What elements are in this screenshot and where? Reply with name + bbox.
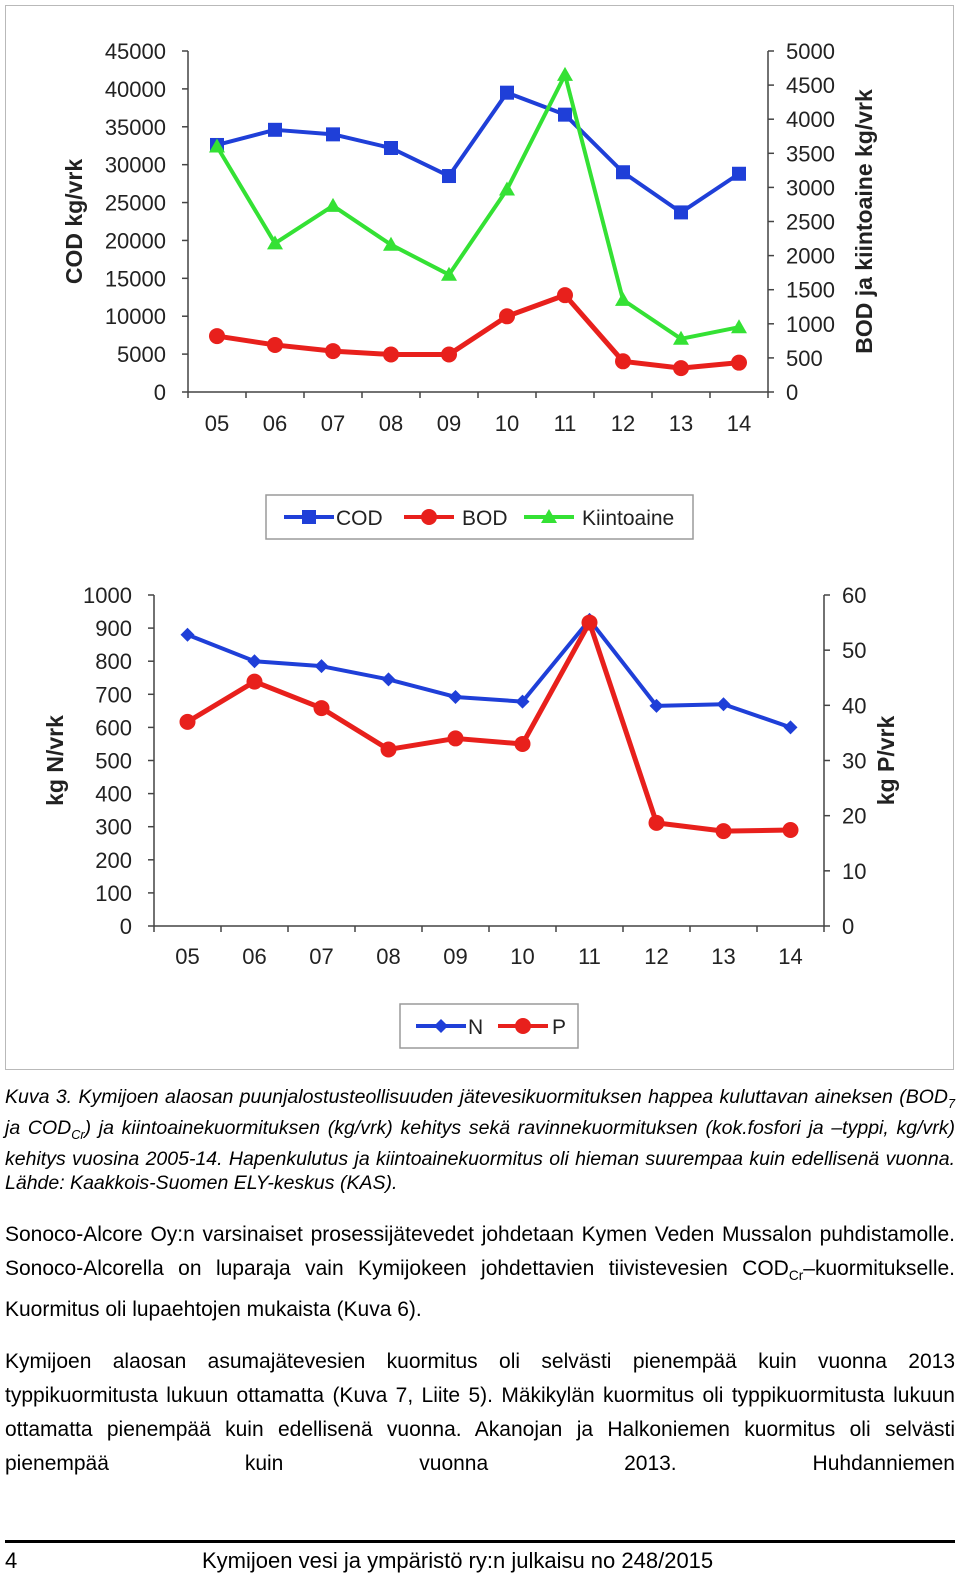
- chart2-x-tick-label: 05: [175, 944, 200, 969]
- chart1-series-cod-point: [268, 123, 282, 137]
- chart2-series-p-point: [783, 822, 799, 838]
- chart2-left-axis-title: kg N/vrk: [42, 715, 68, 806]
- chart1-right-tick-label: 1500: [786, 277, 835, 303]
- chart2-series-n-point: [181, 628, 195, 642]
- chart1-series-bod-point: [731, 355, 747, 371]
- paragraph-kymijoki: Kymijoen alaosan asumajätevesien kuormitus oli selvästi pienempää kuin vuonna 2013 typpikuormitusta lukuun ottamatta (Kuva 7, Liite 5). Mäkikylän kuormitus oli typpikuormitusta lukuun ottamatta pienempää kuin edellisenä vuonna. Akanojan ja Halkoniemen kuormitus oli selvästi pienempää kuin vuonna 2013. Huhdanniemen: [5, 1350, 955, 1475]
- caption-text-c: ) ja kiintoainekuormituksen (kg/vrk) kehitys sekä ravinnekuormituksen (kok.fosfori ja –typpi, kg/vrk) kehitys vuosina 2005-14. Hapenkulutus ja kiintoainekuormitus oli hieman suurempaa kuin edellisenä vuonna. Lähde: Kaakkois-Suomen ELY-keskus (KAS).: [5, 1116, 955, 1194]
- chart1-left-tick-label: 0: [153, 380, 166, 405]
- caption-sub-1: 7: [947, 1096, 955, 1111]
- chart2-left-tick-label: 900: [95, 616, 132, 642]
- chart1-series-bod-point: [557, 287, 573, 303]
- chart1-x-tick-label: 07: [320, 411, 346, 436]
- chart1-left-tick-label: 30000: [104, 152, 166, 178]
- charts-svg: [6, 6, 955, 1071]
- paragraph1-text-b: –kuormitukselle. Kuormitus oli lupaehtojen mukaista (Kuva 6).: [5, 1257, 955, 1322]
- chart2-series-n-point: [382, 672, 396, 686]
- chart1-left-tick-label: 5000: [117, 342, 166, 368]
- chart1-series-bod-point: [209, 328, 225, 344]
- caption-text-a: Kuva 3. Kymijoen alaosan puunjalostusteollisuuden jätevesikuormituksen happea kuluttavan aineksen (BOD: [5, 1086, 948, 1108]
- figure-frame: [5, 5, 954, 1070]
- chart1-right-tick-label: 2500: [786, 209, 835, 235]
- chart1-x-tick-label: 09: [436, 411, 462, 436]
- footer-rule: [5, 1540, 955, 1543]
- caption-text-b: ja COD: [5, 1116, 72, 1139]
- chart1-series-bod-point: [325, 343, 341, 359]
- chart1-series-cod-point: [674, 205, 688, 219]
- chart2-x-tick-label: 08: [376, 944, 401, 969]
- chart2-series-p-point: [247, 674, 263, 690]
- chart2-left-tick-label: 0: [119, 914, 132, 939]
- chart1-series-bod-point: [267, 337, 283, 353]
- chart2-left-tick-label: 700: [95, 682, 132, 708]
- chart1-series-kiintoaine-point: [557, 67, 573, 81]
- chart1-series-cod-point: [558, 108, 572, 122]
- chart1-series-cod-line: [217, 93, 739, 213]
- chart1-left-axis-title: COD kg/vrk: [61, 158, 87, 285]
- chart1-legend-bod-label: BOD: [462, 507, 508, 530]
- chart1-right-tick-label: 4000: [786, 107, 835, 133]
- chart1-x-tick-label: 05: [204, 411, 230, 436]
- chart2-right-axis-title: kg P/vrk: [873, 715, 899, 806]
- chart1-right-tick-label: 5000: [786, 39, 835, 64]
- chart2-series-p-point: [314, 700, 330, 716]
- chart1-left-tick-label: 45000: [104, 39, 166, 64]
- chart1-right-tick-label: 2000: [786, 243, 835, 269]
- chart1-x-tick-label: 08: [378, 411, 404, 436]
- chart1-series-kiintoaine-point: [499, 181, 515, 195]
- chart1-x-tick-label: 10: [494, 411, 520, 436]
- chart2-left-tick-label: 400: [95, 781, 132, 807]
- chart1-legend-kiintoaine-label: Kiintoaine: [582, 507, 675, 530]
- chart2-left-tick-label: 300: [95, 814, 132, 840]
- chart1-x-tick-label: 12: [610, 411, 636, 436]
- chart2-left-tick-label: 500: [95, 748, 132, 774]
- footer-page-number: 4: [5, 1548, 18, 1573]
- chart1-series-bod-point: [615, 353, 631, 369]
- chart2-left-tick-label: 600: [95, 715, 132, 741]
- chart1-series-kiintoaine-line: [217, 75, 739, 339]
- chart2-x-tick-label: 10: [510, 944, 535, 969]
- paragraph1-text-a: Sonoco-Alcore Oy:n varsinaiset prosessijätevedet johdetaan Kymen Veden Mussalon puhdistamolle. Sonoco-Alcorella on luparaja vain Kymijokeen johdettavien tiivistevesien COD: [5, 1223, 955, 1280]
- chart2-series-p-point: [716, 823, 732, 839]
- caption-sub-2: Cr: [71, 1127, 85, 1142]
- chart1-left-tick-label: 20000: [104, 228, 166, 254]
- chart2-right-tick-label: 50: [842, 638, 867, 664]
- chart1-series-cod-point: [616, 165, 630, 179]
- chart2-x-tick-label: 11: [578, 944, 601, 969]
- chart1-legend-cod-label: COD: [336, 507, 383, 530]
- chart2-legend-p-label: P: [552, 1016, 567, 1039]
- chart2-left-tick-label: 1000: [83, 583, 132, 608]
- chart2-left-tick-label: 100: [95, 880, 132, 906]
- chart1-right-tick-label: 3000: [786, 175, 835, 201]
- chart1-legend-cod-marker: [302, 510, 316, 524]
- paragraph-sonoco: [5, 1218, 955, 1327]
- chart1-x-tick-label: 06: [262, 411, 288, 436]
- chart2-series-n-point: [717, 697, 731, 711]
- chart2-series-n-point: [784, 720, 798, 734]
- chart2-series-p-point: [649, 815, 665, 831]
- chart1-left-tick-label: 15000: [104, 266, 166, 292]
- chart1-right-tick-label: 4500: [786, 73, 835, 99]
- chart1-x-tick-label: 11: [553, 411, 577, 436]
- chart2-right-tick-label: 30: [842, 748, 867, 774]
- chart1-left-tick-label: 10000: [104, 304, 166, 330]
- chart1-legend-bod-marker: [421, 509, 437, 525]
- chart1-right-tick-label: 3500: [786, 141, 835, 167]
- chart1-series-bod-point: [383, 346, 399, 362]
- chart2-series-n-point: [315, 659, 329, 673]
- chart2-series-p-point: [448, 730, 464, 746]
- footer-publication-title: Kymijoen vesi ja ympäristö ry:n julkaisu no 248/2015: [202, 1548, 714, 1573]
- chart1-left-tick-label: 35000: [104, 114, 166, 140]
- chart1-series-bod-point: [441, 346, 457, 362]
- chart2-left-tick-label: 200: [95, 847, 132, 873]
- chart2-right-tick-label: 10: [842, 858, 867, 884]
- chart2-series-n-point: [248, 654, 262, 668]
- chart1-left-tick-label: 40000: [104, 76, 166, 102]
- chart1-right-tick-label: 0: [786, 380, 799, 405]
- chart1-series-kiintoaine-point: [325, 198, 341, 212]
- figure-caption: [5, 1085, 955, 1195]
- chart2-x-tick-label: 06: [242, 944, 267, 969]
- chart1-x-tick-label: 14: [726, 411, 752, 436]
- chart2-series-p-point: [515, 736, 531, 752]
- chart1-series-bod-line: [217, 295, 739, 368]
- chart1-series-cod-point: [384, 141, 398, 155]
- chart2-series-p-point: [180, 714, 196, 730]
- chart1-series-bod-point: [673, 360, 689, 376]
- chart2-right-tick-label: 40: [842, 693, 867, 719]
- chart2-series-n-line: [188, 620, 791, 728]
- chart2-x-tick-label: 14: [778, 944, 803, 969]
- chart1-series-cod-point: [500, 86, 514, 100]
- chart1-series-cod-point: [732, 167, 746, 181]
- chart1-left-tick-label: 25000: [104, 190, 166, 216]
- chart2-series-n-point: [449, 690, 463, 704]
- chart1-right-tick-label: 1000: [786, 311, 835, 337]
- paragraph1-sub: Cr: [788, 1268, 804, 1284]
- chart2-x-tick-label: 07: [309, 944, 334, 969]
- chart1-right-axis-title: BOD ja kiintoaine kg/vrk: [851, 89, 877, 354]
- chart1-series-cod-point: [326, 127, 340, 141]
- chart2-x-tick-label: 13: [711, 944, 736, 969]
- chart1-series-bod-point: [499, 308, 515, 324]
- chart2-legend-n-label: N: [468, 1016, 484, 1039]
- chart2-right-tick-label: 20: [842, 803, 867, 829]
- chart1-series-cod-point: [442, 169, 456, 183]
- chart2-left-tick-label: 800: [95, 649, 132, 675]
- chart2-series-p-point: [582, 615, 598, 631]
- chart1-series-kiintoaine-point: [731, 319, 747, 333]
- chart2-right-tick-label: 0: [842, 914, 855, 939]
- chart2-x-tick-label: 12: [644, 944, 669, 969]
- chart1-right-tick-label: 500: [786, 345, 823, 371]
- chart2-x-tick-label: 09: [443, 944, 468, 969]
- chart2-right-tick-label: 60: [842, 583, 867, 608]
- chart1-series-kiintoaine-point: [615, 292, 631, 306]
- chart2-series-p-line: [188, 623, 791, 832]
- chart2-legend-p-marker: [515, 1018, 531, 1034]
- chart1-x-tick-label: 13: [668, 411, 694, 436]
- chart2-series-p-point: [381, 741, 397, 757]
